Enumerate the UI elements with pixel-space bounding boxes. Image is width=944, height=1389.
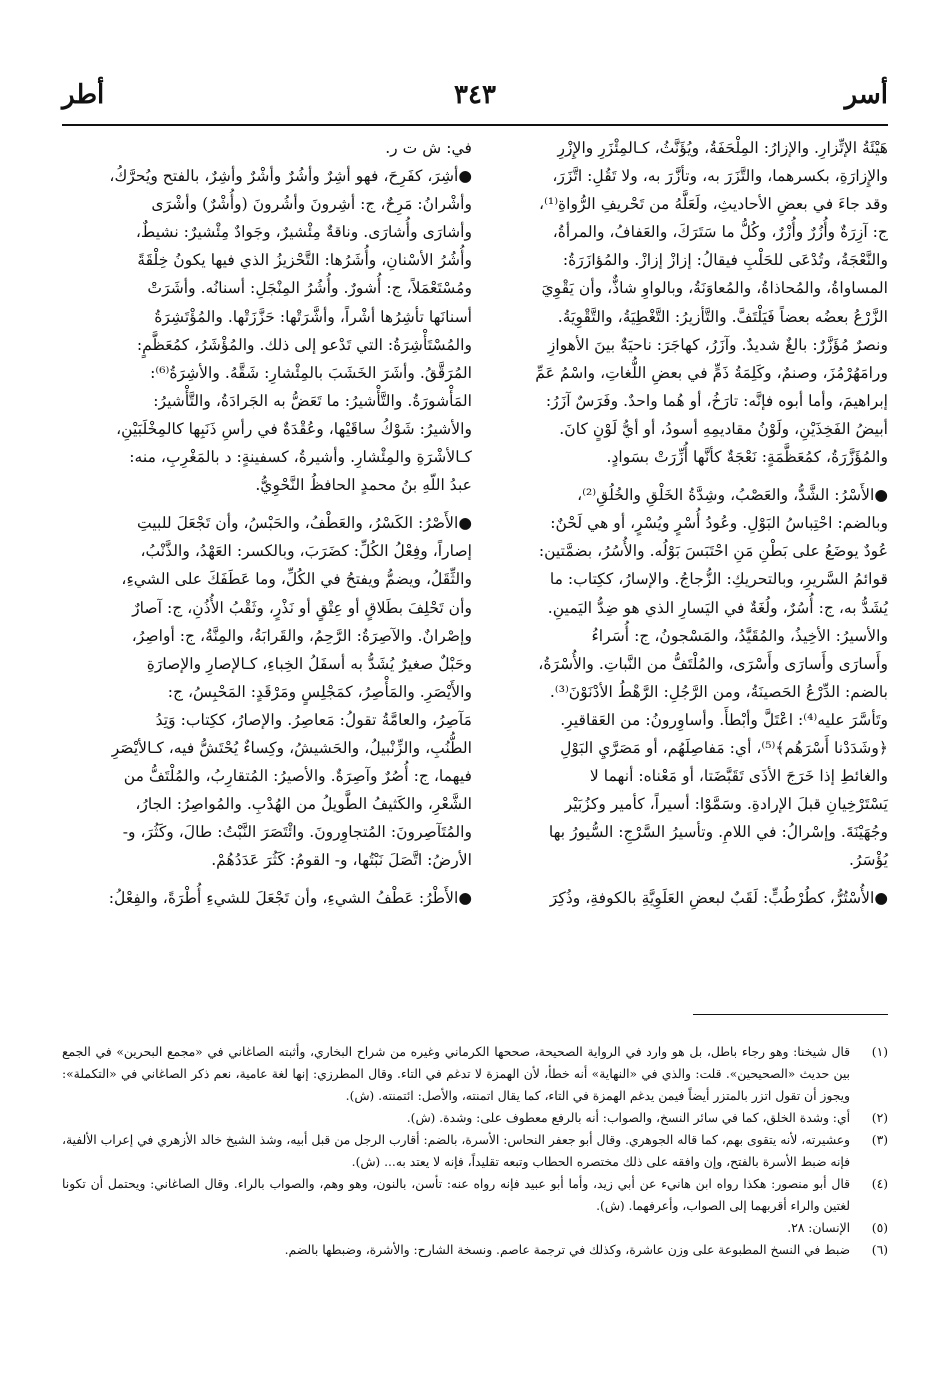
entry-line-ashir: ●أشِرَ، كفَرِحَ، فهو أشِرٌ وأشُرٌ وأشْرٌ وأشِرٌ، بالفتح ويُحرَّكُ،: [109, 167, 472, 186]
footnote-number: (٦): [871, 1243, 888, 1257]
text-line: ﴿وشَدَدْنا أَسْرَهُم﴾⁽⁵⁾، أي: مَفاصِلَهُم، أو مَصَرَّيِ البَوْلِ: [560, 738, 888, 757]
footnote-text: وعشيرته، لأنه يتقوى بهم، كما قاله الجوهري. وقال أبو جعفر النحاس: الأسرة، بالضم: أقارب الرجل من قبل أبيه، وشذ الشيخ خالد الأزهري في إعراب الألفية، فإنه ضبط الأسرة بالفتح، وإن وافقه على ذلك مختصره الحطاب وتبعه تقليداً، فإنه لا يعتد به... (ش).: [62, 1133, 850, 1169]
footnote-number: (١): [871, 1045, 888, 1059]
footnote-number: (٥): [871, 1221, 888, 1235]
right-column: [478, 134, 888, 913]
text-line: ورامَهُرْمُزَ، وصنمٌ، وكَلِمَةُ ذَمٍّ في بعضِ اللُّغاتِ، واسْمُ عَمِّ: [535, 363, 888, 382]
entry-line-asr: ●الأَسْرُ: الشَّدُّ، والعَصْبُ، وشِدَّةُ الخَلْقِ والخُلُقِ⁽²⁾،: [577, 486, 888, 505]
text-line: والمُتَآصِرونَ: المُتجاوِرونَ. وائْتَصَرَ النَّبْتُ: طالَ، وكَثُرَ، و-: [122, 823, 472, 842]
text-line: وأن تَحْلِفَ بطَلاقٍ أو عِتْقٍ أو نَذْرٍ، وثَقْبُ الأُذُنِ، ج: آصارٌ: [132, 598, 472, 617]
footnote: [62, 1107, 888, 1129]
footnote-number: (٤): [871, 1177, 888, 1191]
footnote: [62, 1217, 888, 1239]
text-line: وأَسارَى وأَسارَى وأَسْرَى، والمُلْتَفُّ من النَّباتِ. والأُسْرَةُ،: [538, 654, 888, 673]
text-line: في: ش ت ر.: [385, 139, 472, 157]
text-line: والأشيرُ: شَوْكُ ساقَيْها، وعُقْدَةٌ في رأسِ ذَنَبِها كالمِخْلَبَيْنِ،: [116, 419, 472, 438]
text-line: بالضم: الدِّرْعُ الحَصينَةُ، ومن الرَّجُلِ: الرَّهْطُ الأدْنَوْنَ⁽³⁾.: [549, 682, 888, 701]
footnote: [62, 1041, 888, 1107]
text-line: أسنانَها تأشِرُها أشْراً، وأشَّرَتْها: حَزَّزَتْها. والمُؤْتَشِرَةُ: [154, 307, 472, 326]
page-number: ٣٤٣: [454, 80, 496, 110]
footnote: [62, 1173, 888, 1217]
text-line: المَأْشورَةُ. والتَّأْشيرُ: ما تَعَضُّ به الجَرادَةُ، والتَّأْشيرُ:: [153, 391, 472, 410]
text-line: الشَّعْرِ، والكَثيفُ الطَّويلُ من الهُدْبِ. والمُواصِرُ: الجارُ،: [135, 795, 472, 814]
text-line: يُؤْسَرُ.: [848, 851, 888, 870]
text-line: والأَيْصَرِ. والمَأْصِرُ، كمَجْلِسٍ ومَرْقَدٍ: المَحْبِسُ، ج:: [167, 682, 472, 701]
entry-line-ustur: ●الأُسْتُرُّ، كطُرْطُبٍّ: لَقَبٌ لبعضِ العَلَوِيَّةِ بالكوفةِ، وذُكِرَ: [549, 889, 888, 908]
header-right-word: أسر: [844, 80, 888, 110]
text-line: يَسْتَرْخِيانِ قبلَ الإرادةِ. وسَمَّوْا: أسيراً، كأمير وكزُبَيْر: [564, 795, 888, 814]
text-line: عبدُ اللّهِ بنُ محمدٍ الحافظُ النَّحْوِيُّ.: [255, 476, 472, 495]
text-line: ومُسْتَعْمَلاً، ج: أُشورٌ. وأُشُرُ المِنْجَلِ: أسنانُه. وأشَرَتْ: [147, 279, 472, 298]
footnote: [62, 1239, 888, 1261]
text-line: أبيضُ الفَخِذَيْنِ، ولَوْنُ مقاديمِهِ أسودُ، أو أيُّ لَوْنٍ كانَ.: [559, 419, 888, 438]
text-line: عُودٌ يوضَعُ على بَطْنِ مَنِ احْتَبَسَ بَوْلُه. والأُسُرُ، بضمَّتين:: [538, 542, 888, 561]
text-line: وأشارَى وأُشارَى. وناقةٌ مِئْشيرٌ، وجَوادٌ مِئْشيرٌ: نشيطٌ،: [135, 223, 472, 242]
text-line: والنَّعْجَةُ، وتُدْعَى للحَلْبِ فيقالُ: إزازْ إزازْ. والمُؤازَرَةُ:: [562, 251, 888, 270]
text-line: وحَبْلٌ صغيرٌ يُشَدُّ به أسفَلُ الخِباءِ، كـالإصارِ والإصارَةِ: [146, 654, 472, 673]
header-rule: [62, 124, 888, 126]
text-line: كـالأشْرَةِ والمِئْشارِ. وأشيرةُ، كسفينةٍ: د بالمَغْرِبِ، منه:: [129, 448, 472, 467]
footnote-text: قال أبو منصور: هكذا رواه ابن هانيء عن أبي زيد، وأما أبو عبيد فإنه رواه عنه: تأسن، بالنون، وهو وهم، والصواب بالراء. وقال الصاغاني: ويحتمل أن تكونا لغتين والراء أقربهما إلى الصواب، وأعرفهما. (ش).: [62, 1177, 850, 1213]
text-line: ونصرٌ مُؤَزَّرٌ: بالغٌ شديدٌ. وآزَرُ، كهاجَرَ: ناحيَةٌ بينَ الأهوازِ: [547, 335, 888, 354]
footnote-number: (٢): [871, 1111, 888, 1125]
footnote-number: (٣): [871, 1133, 888, 1147]
text-line: وبالضم: احْتِباسُ البَوْلِ. وعُودُ أُسْرٍ ويُسْرٍ، أو هي لَحْنٌ:: [550, 514, 888, 533]
text-line: ج: آزِرَةٌ وأُزُرٌ وأُزْرٌ، وكُلُّ ما سَتَرَكَ، والعَفافُ، والمرأةُ،: [552, 223, 888, 242]
text-line: مَآصِرُ، والعامَّةُ تقولُ: مَعاصِرُ. والإصارُ، ككِتاب: وَتِدُ: [155, 710, 472, 729]
text-line: المُرَقَّقُ. وأشَرَ الخَشَبَ بالمِئْشارِ: شَقَّهُ. والأشِرَةُ⁽⁶⁾:: [150, 363, 472, 382]
text-line: الزَّرْعُ بعضُه بعضاً فَيَلْتَفَّ. والتَّأزيرُ: التَّغْطِيَةُ، والتَّقْوِيَةُ.: [557, 307, 888, 326]
text-line: وإصْرانٌ. والآصِرَةُ: الرَّحِمُ، والقَرابَةُ، والمِنَّةُ، ج: أواصِرُ،: [131, 626, 472, 645]
footnote-text: قال شيخنا: وهو رجاء باطل، بل هو وارد في الرواية الصحيحة، صححها الكرماني وغيره من شراح البخاري، وأثبته الصاغاني في «مجمع البحرين» في الجمع بين حديث «الصحيحين». قلت: والذي في «النهاية» أنه خطأ، لأن الهمزة لا تدغم في التاء. وقال المطرزي: إنها لغة عامية، نعم ذكر الصاغاني في «التكملة»: ويجوز أن تقول اتزر بالمتزر أيضاً فيمن يدغم الهمزة في التاء، كما يقال اتمنته، والأصل: ائتمنته. (ش).: [62, 1045, 850, 1103]
footnote-text: أي: وشدة الخلق، كما في سائر النسخ، والصواب: أنه بالرفع معطوف على: وشدة. (ش).: [406, 1111, 850, 1125]
entry-line-atr: ●الأَطْرُ: عَطْفُ الشيءِ، وأن تَجْعَلَ للشيءِ أُطْرَةً، والفِعْلُ:: [108, 889, 472, 908]
text-line: المساواةُ، والمُحاذاةُ، والمُعاوَنَةُ، وبالواوِ شاذٌّ، وأن يَقْوِيَ: [541, 279, 888, 298]
footnote-text: ضبط في النسخ المطبوعة على وزن عاشرة، وكذلك في ترجمة عاصم. ونسخة الشارح: والأشرة، وضبطها بالضم.: [284, 1243, 850, 1257]
text-line: وأشْرانُ: مَرِحٌ، ج: أشِرونَ وأشُرونَ (وأُشْرٌ) وأشْرَى: [151, 195, 472, 214]
text-line: وجُهَيْنَةَ. وإسْرالُ: في اللامِ. وتأسيرُ السَّرْجِ: السُّيورُ بها: [548, 823, 888, 842]
text-line: والأسيرُ: الأخِيذُ، والمُقَيَّدُ، والمَسْجونُ، ج: أُسَراءُ: [591, 626, 888, 645]
text-line: فيهما، ج: أُصُرٌ وآصِرَةٌ. والأصيرُ: المُتقارِبُ، والمُلْتَفُّ من: [123, 767, 472, 786]
text-line: إصاراً، وفِعْلُ الكُلِّ: كضَرَبَ، وبالكسر: العَهْدُ، والذَّنْبُ،: [140, 542, 472, 561]
entry-line-asr-sad: ●الأَصْرُ: الكَسْرُ، والعَطْفُ، والحَبْسُ، وأن تَجْعَلَ للبيتِ: [136, 514, 472, 533]
text-line: وأُشُرُ الأسْنانِ، وأُشَرُها: التَّحْزيزُ الذي فيها يكونُ خِلْقَةً: [137, 251, 472, 270]
text-line: قوائمُ السَّريرِ، وبالتحريكِ: الزُّجاجُ. والإسارُ، ككِتاب: ما: [549, 570, 888, 589]
header-left-word: أطر: [62, 80, 105, 110]
text-line: الطُّنُبِ، والزِّنْبيلُ، والحَشيشُ، وكِساءٌ يُحْتَشُّ فيه، كـالأيْصَرِ: [111, 738, 472, 757]
text-line: والمُؤَزَّرَةُ، كمُعَظَّمَةٍ: نَعْجَةٌ كأنَّها أُزِّرَتْ بسَوادٍ.: [606, 448, 888, 467]
text-line: الأرضُ: اتَّصَلَ نَبْتُها، و- القومُ: كَثُرَ عَدَدُهُمْ.: [211, 851, 472, 870]
footnote-text: الإنسان: ٢٨.: [787, 1221, 850, 1235]
text-line: والغائطِ إذا خَرَجَ الأذَى تَقَبَّضَتا، أو مَعْناه: أنهما لا: [589, 767, 888, 786]
footnote-rule: [693, 1014, 888, 1015]
text-line: إبراهيمَ، وأما أبوه فإنَّه: تارَخُ، أو هُما واحدٌ. وفَرَسٌ آزَرُ:: [545, 391, 888, 410]
text-line: هَيْئَةُ الإتِّزارِ. والإزارُ: المِلْحَفَةُ، ويُؤَنَّثُ، كـالمِئْزَرِ والإِزْرِ: [557, 139, 888, 157]
text-line: يُشَدُّ به، ج: أُسُرٌ، ولُغَةٌ في اليَسارِ الذي هو ضِدُّ اليَمينِ.: [547, 598, 888, 617]
text-line: والمُسْتَأْشِرَةُ: التي تَدْعو إلى ذلك. والمُؤْشَرُ، كمُعَظَّمٍ:: [136, 335, 472, 354]
text-line: والإِزارَةِ، بكسرهما، والتَّزَرَ به، وتأزَّرَ به، ولا تَقُلِ: اتَّزَرَ،: [552, 167, 888, 186]
text-line: وقد جاءَ في بعضِ الأحاديثِ، ولَعَلَّهُ من تَحْريفِ الرُّواةِ⁽¹⁾،: [539, 195, 888, 214]
text-line: وتَأسَّرَ عليه⁽⁴⁾: اعْتَلَّ وأبْطأَ. وأساوِرونُ: من العَقاقيرِ.: [560, 710, 888, 729]
text-line: والثِّقَلُ، ويضمُّ ويفتحُ في الكُلِّ، وما عَطَفَكَ على الشيءِ،: [121, 570, 472, 589]
page-header: [62, 80, 888, 122]
footnotes: [62, 1041, 888, 1261]
footnote: [62, 1129, 888, 1173]
left-column: [62, 134, 472, 913]
